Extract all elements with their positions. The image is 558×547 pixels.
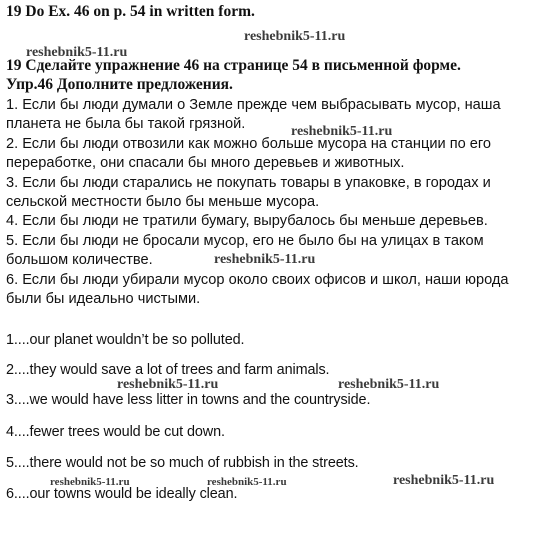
answer-line: 6....our towns would be ideally clean. bbox=[6, 486, 238, 502]
watermark: reshebnik5-11.ru bbox=[244, 29, 346, 44]
russian-line: сельской местности было бы меньше мусора. bbox=[6, 194, 320, 210]
watermark: reshebnik5-11.ru bbox=[291, 124, 393, 139]
exercise-heading-ru: 19 Сделайте упражнение 46 на странице 54 в письменной форме. bbox=[6, 57, 461, 74]
answer-line: 3....we would have less litter in towns and the countryside. bbox=[6, 392, 371, 408]
watermark: reshebnik5-11.ru bbox=[117, 377, 219, 392]
watermark: reshebnik5-11.ru bbox=[50, 476, 130, 488]
watermark: reshebnik5-11.ru bbox=[26, 45, 128, 60]
answer-line: 1....our planet wouldn’t be so polluted. bbox=[6, 332, 245, 348]
russian-line: 3. Если бы люди старались не покупать товары в упаковке, в городах и bbox=[6, 175, 491, 191]
answer-line: 2....they would save a lot of trees and farm animals. bbox=[6, 362, 330, 378]
russian-line: 2. Если бы люди отвозили как можно больше мусора на станции по его bbox=[6, 136, 491, 152]
russian-line: 4. Если бы люди не тратили бумагу, вырубалось бы меньше деревьев. bbox=[6, 213, 488, 229]
russian-line: 6. Если бы люди убирали мусор около своих офисов и школ, наши юрода bbox=[6, 272, 509, 288]
russian-line: переработке, они спасали бы много деревьев и животных. bbox=[6, 155, 405, 171]
russian-line: планета не была бы такой грязной. bbox=[6, 116, 246, 132]
exercise-heading-en: 19 Do Ex. 46 on p. 54 in written form. bbox=[6, 3, 255, 20]
watermark: reshebnik5-11.ru bbox=[207, 476, 287, 488]
exercise-subheading-ru: Упр.46 Дополните предложения. bbox=[6, 76, 233, 93]
russian-line: 1. Если бы люди думали о Земле прежде чем выбрасывать мусор, наша bbox=[6, 97, 501, 113]
watermark: reshebnik5-11.ru bbox=[393, 473, 495, 488]
watermark: reshebnik5-11.ru bbox=[214, 252, 316, 267]
answer-line: 5....there would not be so much of rubbish in the streets. bbox=[6, 455, 359, 471]
russian-line: 5. Если бы люди не бросали мусор, его не было бы на улицах в таком bbox=[6, 233, 484, 249]
russian-line: были бы идеально чистыми. bbox=[6, 291, 201, 307]
russian-line: большом количестве. bbox=[6, 252, 153, 268]
watermark: reshebnik5-11.ru bbox=[338, 377, 440, 392]
answer-line: 4....fewer trees would be cut down. bbox=[6, 424, 225, 440]
